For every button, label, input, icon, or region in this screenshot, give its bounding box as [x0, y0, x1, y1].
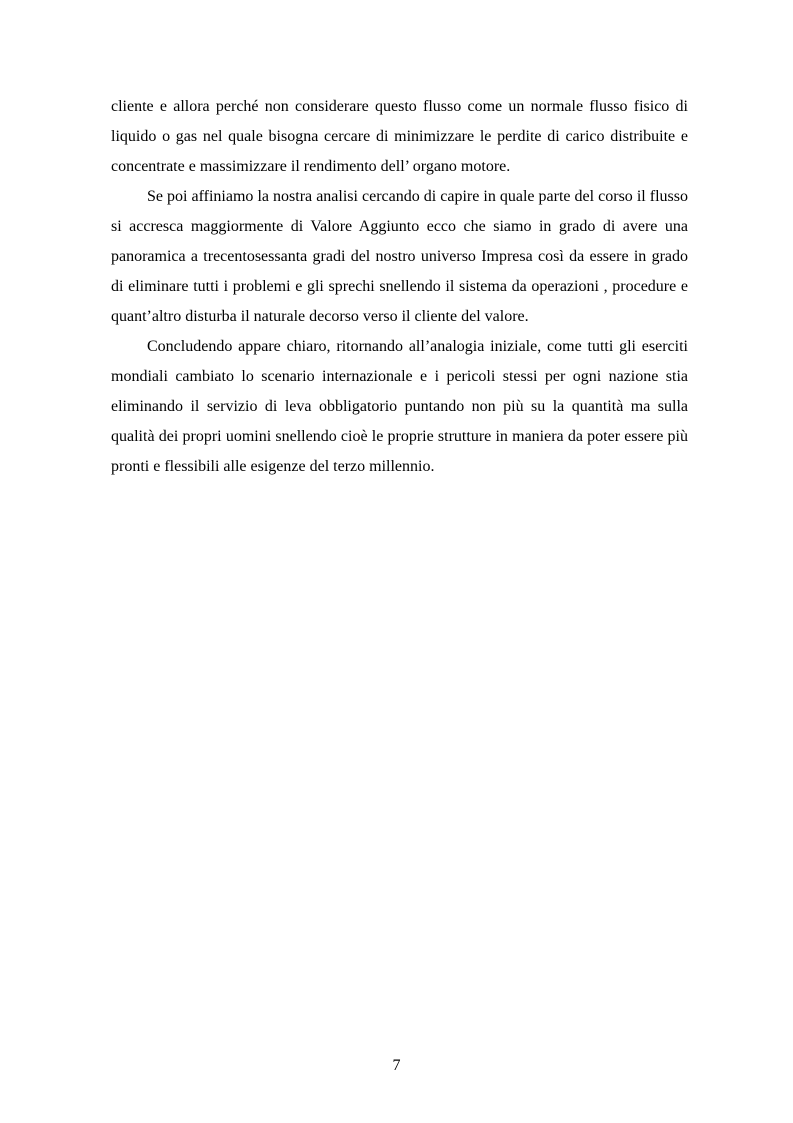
paragraph-value-analysis: Se poi affiniamo la nostra analisi cercando di capire in quale parte del corso il flusso si accresca maggiormente di Valore Aggiunto ecco che siamo in grado di avere una panoramica a trecentosessanta gradi del nostro universo Impresa così da essere in grado di eliminare tutti i problemi e gli sprechi snellendo il sistema da operazioni , procedure e quant’altro disturba il naturale decorso verso il cliente del valore.	[111, 188, 688, 325]
document-body	[111, 92, 688, 482]
paragraph-continuation: cliente e allora perché non considerare questo flusso come un normale flusso fisico di liquido o gas nel quale bisogna cercare di minimizzare le perdite di carico distribuite e concentrate e massimizzare il rendimento dell’ organo motore.	[111, 98, 688, 175]
page-number: 7	[392, 1057, 401, 1074]
paragraph-conclusion: Concludendo appare chiaro, ritornando all’analogia iniziale, come tutti gli eserciti mondiali cambiato lo scenario internazionale e i pericoli stessi per ogni nazione stia eliminando il servizio di leva obbligatorio puntando non più su la quantità ma sulla qualità dei propri uomini snellendo cioè le proprie strutture in maniera da poter essere più pronti e flessibili alle esigenze del terzo millennio.	[111, 338, 688, 475]
